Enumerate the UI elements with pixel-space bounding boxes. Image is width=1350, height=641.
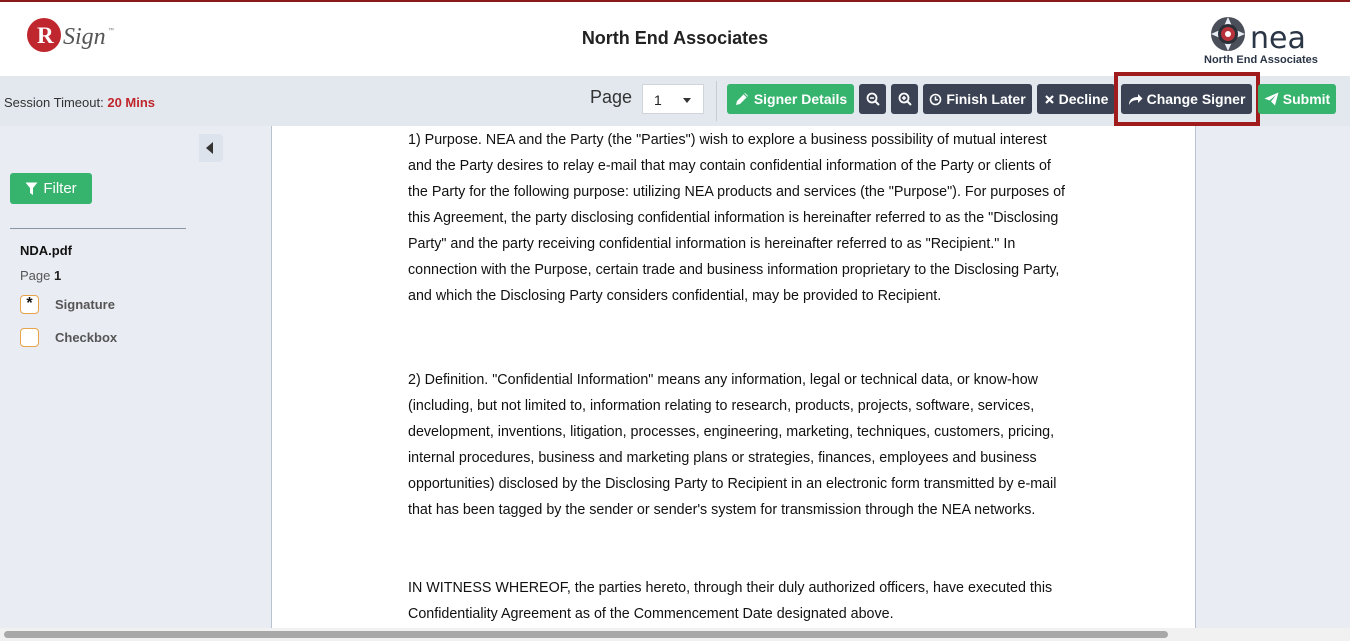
change-signer-label: Change Signer [1146,91,1246,107]
session-timeout-label: Session Timeout: [4,95,104,110]
toolbar-divider [716,81,717,121]
svg-text:nea: nea [1250,21,1306,56]
finish-later-label: Finish Later [946,91,1026,107]
field-label: Signature [55,296,115,312]
app-header [0,2,1350,76]
document-paragraph: IN WITNESS WHEREOF, the parties hereto, through their duly authorized officers, have executed this Confidentiality Agreement as of the Commencement Date designated above. [408,580,1053,622]
finish-later-button[interactable] [923,84,1032,114]
toolbar [0,76,1350,126]
decline-button[interactable] [1037,84,1115,114]
change-signer-highlight [1114,72,1260,126]
field-item-checkbox[interactable] [20,327,117,347]
filter-button[interactable] [10,173,92,204]
zoom-in-button[interactable] [891,84,918,114]
company-logo-subtitle: North End Associates [1204,54,1318,66]
svg-text:Sign: Sign [63,24,106,50]
sidebar-divider [10,228,186,229]
document-page-number: 1 [54,268,62,283]
session-timeout [4,95,155,110]
horizontal-scrollbar-thumb[interactable] [4,631,1168,638]
send-icon [1264,92,1279,106]
chevron-down-icon [683,98,691,103]
page-select-value: 1 [654,92,662,108]
submit-label: Submit [1282,91,1331,107]
zoom-in-icon [898,92,912,106]
document-name[interactable]: NDA.pdf [20,243,72,258]
signer-details-icon [734,91,750,107]
zoom-out-button[interactable] [859,84,886,114]
submit-button[interactable] [1258,84,1336,114]
zoom-out-icon [866,92,880,106]
sidebar [0,126,196,641]
session-timeout-value: 20 Mins [107,95,156,110]
page-select[interactable] [642,84,704,114]
clock-icon [929,93,942,106]
document-paragraph: 2) Definition. "Confidential Information" means any information, legal or technical data, or know-how (including, but not limited to, information relating to research, products, projects, software, services, development, inventions, litigation, processes, engineering, marketing, techniques, customers, pricing, internal procedures, business and marketing plans or strategies, finances, employees and business opportunities) disclosed by the Disclosing Party to Recipient in an electronic form transmitted by e-mail that has been tagged by the sender or sender's system for transmission through the NEA networks. [408,372,1057,518]
page-label: Page [590,87,633,107]
chevron-left-icon [206,142,213,154]
collapse-sidebar-button[interactable] [199,134,223,162]
close-icon [1044,94,1055,105]
document-page-label: Page [20,268,51,283]
decline-label: Decline [1058,91,1109,107]
field-label: Checkbox [55,329,118,345]
svg-text:R: R [37,23,54,48]
field-item-signature[interactable] [20,294,115,314]
filter-label: Filter [43,180,77,197]
filter-icon [25,182,38,196]
signature-field-icon: * [20,295,39,314]
app-title: North End Associates [581,28,769,48]
document-page-indicator [20,268,61,283]
svg-text:™: ™ [108,28,114,34]
signer-details-label: Signer Details [753,91,848,107]
checkbox-field-icon [20,328,39,347]
signer-details-button[interactable] [727,84,854,114]
document-paragraph: 1) Purpose. NEA and the Party (the "Parties") wish to explore a business possibility of mutual interest and the Party desires to relay e-mail that may contain confidential information of the Party or clients of the Party for the following purpose: utilizing NEA products and services (the "Purpose"). For purposes of this Agreement, the party disclosing confidential information is hereinafter referred to as the "Disclosing Party" and the party receiving confidential information is hereinafter referred to as "Recipient." In connection with the Purpose, certain trade and business information proprietary to the Disclosing Party, and which the Disclosing Party considers confidential, may be provided to Recipient. [408,132,1066,304]
